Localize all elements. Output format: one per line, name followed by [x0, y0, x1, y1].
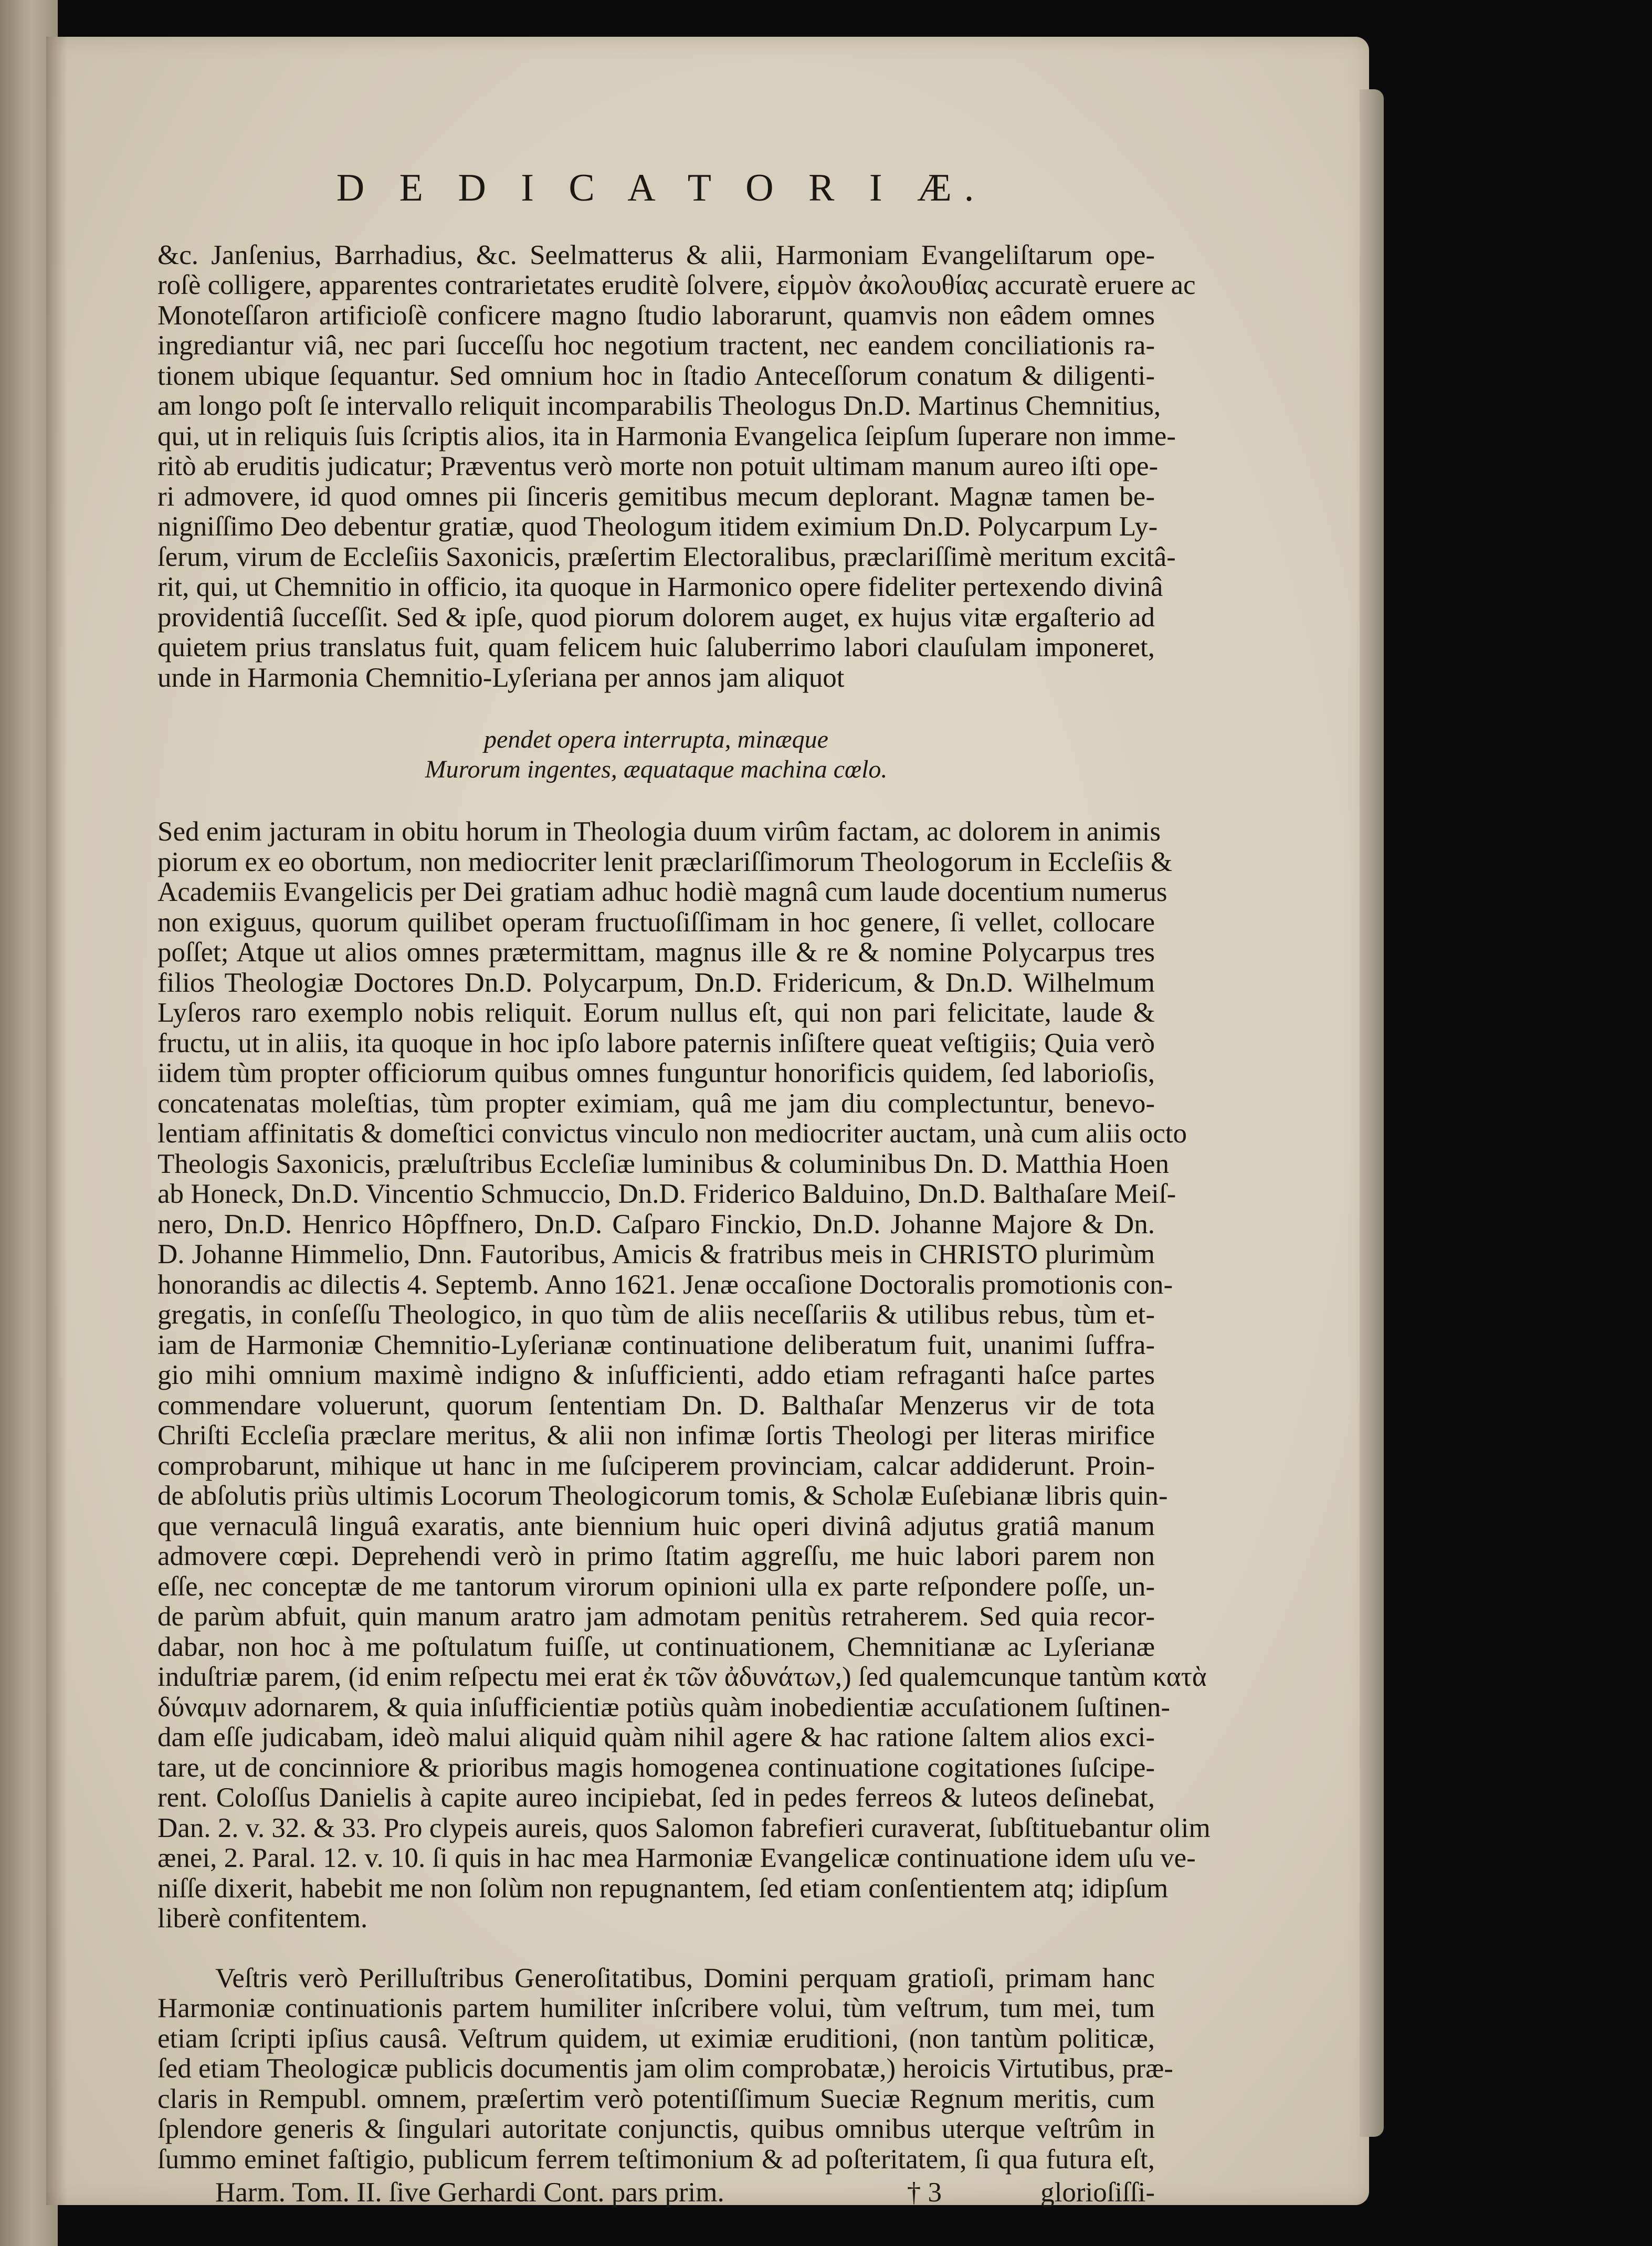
- paragraph2-line: Chriſti Eccleſia præclare meritus, & alii non infimæ ſortis Theologi per literas mirifice: [157, 1420, 1155, 1451]
- paragraph1-line: am longo poſt ſe intervallo reliquit incomparabilis Theologus Dn.D. Martinus Chemnitius,: [157, 391, 1161, 421]
- paragraph1-line: Monoteſſaron artificioſè conficere magno ſtudio laborarunt, quamvis non eâdem omnes: [157, 300, 1155, 331]
- paragraph2-line: lentiam affinitatis & domeſtici convictus vinculo non mediocriter auctam, unà cum aliis octo: [157, 1118, 1187, 1149]
- page-fore-edge: [1360, 89, 1384, 2137]
- paragraph2-line: piorum ex eo obortum, non mediocriter lenit præclariſſimorum Theologorum in Eccleſiis &: [157, 846, 1173, 877]
- running-head: D E D I C A T O R I Æ.: [336, 166, 987, 209]
- paragraph2-line: Theologis Saxonicis, præluſtribus Eccleſiæ luminibus & columinibus Dn. D. Matthia Hoen: [157, 1148, 1169, 1179]
- paragraph2-line: que vernaculâ linguâ exaratis, ante biennium huic operi divinâ adjutus gratiâ manum: [157, 1510, 1155, 1541]
- signature-mark: † 3: [907, 2177, 942, 2208]
- paragraph2-line: gregatis, in conſeſſu Theologico, in quo tùm de aliis neceſſariis & utilibus rebus, tùm et-: [157, 1299, 1155, 1330]
- page-footer: [157, 2178, 1155, 2208]
- paragraph2-line: liberè confitentem.: [157, 1903, 368, 1934]
- paragraph2-line: D. Johanne Himmelio, Dnn. Fautoribus, Amicis & fratribus meis in CHRISTO plurimùm: [157, 1239, 1155, 1269]
- catchword: glorioſiſſi-: [1040, 2177, 1155, 2208]
- paragraph2-line: de parùm abfuit, quin manum aratro jam admotam penitùs retraherem. Sed quia recor-: [157, 1601, 1155, 1632]
- paragraph1-line: rit, qui, ut Chemnitio in officio, ita quoque in Harmonico opere fideliter pertexendo divinâ: [157, 572, 1163, 602]
- paragraph2-line: iam de Harmoniæ Chemnitio-Lyſerianæ continuatione deliberatum fuit, unanimi ſuffra-: [157, 1329, 1155, 1360]
- paragraph2-line: fructu, ut in aliis, ita quoque in hoc ipſo labore paternis inſiſtere queat veſtigiis; Quia verò: [157, 1027, 1155, 1058]
- paragraph2-line: admovere cœpi. Deprehendi verò in primo ſtatim aggreſſu, me huic labori parem non: [157, 1541, 1155, 1571]
- paragraph2-line: niſſe dixerit, habebit me non ſolùm non repugnantem, ſed etiam conſentientem atq; idipſum: [157, 1873, 1169, 1904]
- paragraph2-line: δύναμιν adornarem, & quia inſufficientiæ potiùs quàm inobedientiæ accuſationem ſuſtinen-: [157, 1692, 1170, 1723]
- paragraph2-line: rent. Coloſſus Danielis à capite aureo incipiebat, ſed in pedes ferreos & luteos deſinebat,: [157, 1782, 1155, 1813]
- paragraph2-line: Lyſeros raro exemplo nobis reliquit. Eorum nullus eſt, qui non pari felicitate, laude &: [157, 998, 1155, 1028]
- paragraph1-line: qui, ut in reliquis ſuis ſcriptis alios, ita in Harmonia Evangelica ſeipſum ſuperare non imme-: [157, 421, 1176, 452]
- paragraph2-line: ænei, 2. Paral. 12. v. 10. ſi quis in hac mea Harmoniæ Evangelicæ continuatione idem uſu ve-: [157, 1843, 1196, 1873]
- paragraph-2: [157, 816, 1211, 1934]
- paragraph2-line: filios Theologiæ Doctores Dn.D. Polycarpum, Dn.D. Fridericum, & Dn.D. Wilhelmum: [157, 967, 1155, 998]
- paragraph2-line: commendare voluerunt, quorum ſententiam Dn. D. Balthaſar Menzerus vir de tota: [157, 1390, 1155, 1421]
- paragraph2-line: honorandis ac dilectis 4. Septemb. Anno 1621. Jenæ occaſione Doctoralis promotionis con-: [157, 1269, 1173, 1300]
- paragraph1-line: &c. Janſenius, Barrhadius, &c. Seelmatterus & alii, Harmoniam Evangeliſtarum ope-: [157, 239, 1155, 270]
- paragraph-1: [157, 239, 1196, 694]
- paragraph2-line: Sed enim jacturam in obitu horum in Theologia duum virûm factam, ac dolorem in animis: [157, 816, 1161, 847]
- paragraph3-line: Harmoniæ continuationis partem humiliter inſcribere volui, tùm veſtrum, tum mei, tum: [157, 1993, 1155, 2023]
- paragraph2-line: concatenatas moleſtias, tùm propter eximiam, quâ me jam diu complectuntur, benevo-: [157, 1088, 1155, 1119]
- verse-quotation: [157, 725, 1155, 784]
- paragraph3-line: ſummo eminet faſtigio, publicum ferrem teſtimonium & ad poſteritatem, ſi qua futura eſt,: [157, 2144, 1155, 2175]
- paragraph3-line: ſplendore generis & ſingulari autoritate conjunctis, quibus omnibus uterque veſtrûm in: [157, 2114, 1155, 2144]
- paragraph2-line: de abſolutis priùs ultimis Locorum Theologicorum tomis, & Scholæ Euſebianæ libris quin-: [157, 1481, 1168, 1511]
- paragraph2-line: poſſet; Atque ut alios omnes prætermittam, magnus ille & re & nomine Polycarpus tres: [157, 937, 1155, 968]
- paragraph1-line: quietem prius translatus fuit, quam felicem huic ſaluberrimo labori clauſulam imponeret,: [157, 632, 1155, 663]
- paragraph2-line: non exiguus, quorum quilibet operam fructuoſiſſimam in hoc genere, ſi vellet, collocare: [157, 907, 1155, 938]
- paragraph2-line: iidem tùm propter officiorum quibus omnes funguntur honorificis quidem, ſed laborioſis,: [157, 1058, 1155, 1088]
- paragraph-gap: [157, 1934, 1155, 1964]
- paragraph2-line: dam eſſe judicabam, ideò malui aliquid quàm nihil agere & hac ratione ſaltem alios exci-: [157, 1722, 1155, 1752]
- paragraph3-line: etiam ſcripti ipſius causâ. Veſtrum quidem, ut eximiæ eruditioni, (non tantùm politicæ,: [157, 2023, 1155, 2054]
- paragraph2-line: gio mihi omnium maximè indigno & inſufficienti, addo etiam refraganti haſce partes: [157, 1360, 1155, 1390]
- verse-line: pendet opera interrupta, minæque: [484, 726, 828, 753]
- page-gutter-shadow: [46, 37, 67, 2205]
- paragraph2-line: tare, ut de concinniore & prioribus magis homogenea continuatione cogitationes ſuſcipe-: [157, 1752, 1155, 1783]
- paragraph2-line: dabar, non hoc à me poſtulatum fuiſſe, ut continuationem, Chemnitianæ ac Lyſerianæ: [157, 1631, 1155, 1662]
- paragraph1-line: roſè colligere, apparentes contrarietates eruditè ſolvere, εἱρμὸν ἀκολουθίας accuratè eruere ac: [157, 270, 1196, 300]
- paragraph1-line: tionem ubique ſequantur. Sed omnium hoc in ſtadio Anteceſſorum conatum & diligenti-: [157, 360, 1155, 391]
- paragraph3-line: Veſtris verò Perilluſtribus Generoſitatibus, Domini perquam gratioſi, primam hanc: [215, 1962, 1155, 1993]
- paragraph2-line: ab Honeck, Dn.D. Vincentio Schmuccio, Dn.D. Friderico Balduino, Dn.D. Balthaſare Meiſ-: [157, 1179, 1176, 1209]
- signature-line: Harm. Tom. II. ſive Gerhardi Cont. pars prim.: [215, 2177, 724, 2208]
- paragraph1-line: nigniſſimo Deo debentur gratiæ, quod Theologum itidem eximium Dn.D. Polycarpum Ly-: [157, 511, 1158, 542]
- paragraph1-line: ri admovere, id quod omnes pii ſinceris gemitibus mecum deplorant. Magnæ tamen be-: [157, 481, 1155, 512]
- paragraph3-line: ſed etiam Theologicæ publicis documentis jam olim comprobatæ,) heroicis Virtutibus, præ-: [157, 2053, 1173, 2084]
- paragraph2-line: induſtriæ parem, (id enim reſpectu mei erat ἐκ τῶν ἀδυνάτων,) ſed qualemcunque tantùm κατὰ: [157, 1662, 1207, 1692]
- paragraph1-line: ingrediantur viâ, nec pari ſucceſſu hoc negotium tractent, nec eandem conciliationis ra-: [157, 330, 1155, 361]
- paragraph1-line: ſerum, virum de Eccleſiis Saxonicis, præſertim Electoralibus, præclariſſimè meritum excitâ-: [157, 541, 1176, 572]
- paragraph2-line: eſſe, nec conceptæ de me tantorum virorum opinioni ulla ex parte reſpondere poſſe, un-: [157, 1571, 1155, 1602]
- paragraph-3: [157, 1962, 1173, 2175]
- paragraph2-line: nero, Dn.D. Henrico Hôpffnero, Dn.D. Caſparo Finckio, Dn.D. Johanne Majore & Dn.: [157, 1209, 1155, 1240]
- paragraph2-line: Academiis Evangelicis per Dei gratiam adhuc hodiè magnâ cum laude docentium numerus: [157, 877, 1167, 907]
- paragraph1-line: unde in Harmonia Chemnitio-Lyſeriana per annos jam aliquot: [157, 662, 845, 693]
- paragraph3-line: claris in Rempubl. omnem, præſertim verò potentiſſimum Sueciæ Regnum meritis, cum: [157, 2083, 1155, 2114]
- verse-line: Murorum ingentes, æquataque machina cœlo.: [425, 755, 888, 783]
- paragraph1-line: ritò ab eruditis judicatur; Præventus verò morte non potuit ultimam manum aureo iſti ope-: [157, 451, 1159, 481]
- page-text: [157, 166, 1211, 2208]
- paragraph1-line: providentiâ ſucceſſit. Sed & ipſe, quod piorum dolorem auget, ex hujus vitæ ergaſterio ad: [157, 602, 1155, 633]
- paragraph2-line: comprobarunt, mihique ut hanc in me ſuſciperem provinciam, calcar addiderunt. Proin-: [157, 1450, 1155, 1481]
- paragraph2-line: Dan. 2. v. 32. & 33. Pro clypeis aureis, quos Salomon fabrefieri curaverat, ſubſtituebantur olim: [157, 1812, 1211, 1843]
